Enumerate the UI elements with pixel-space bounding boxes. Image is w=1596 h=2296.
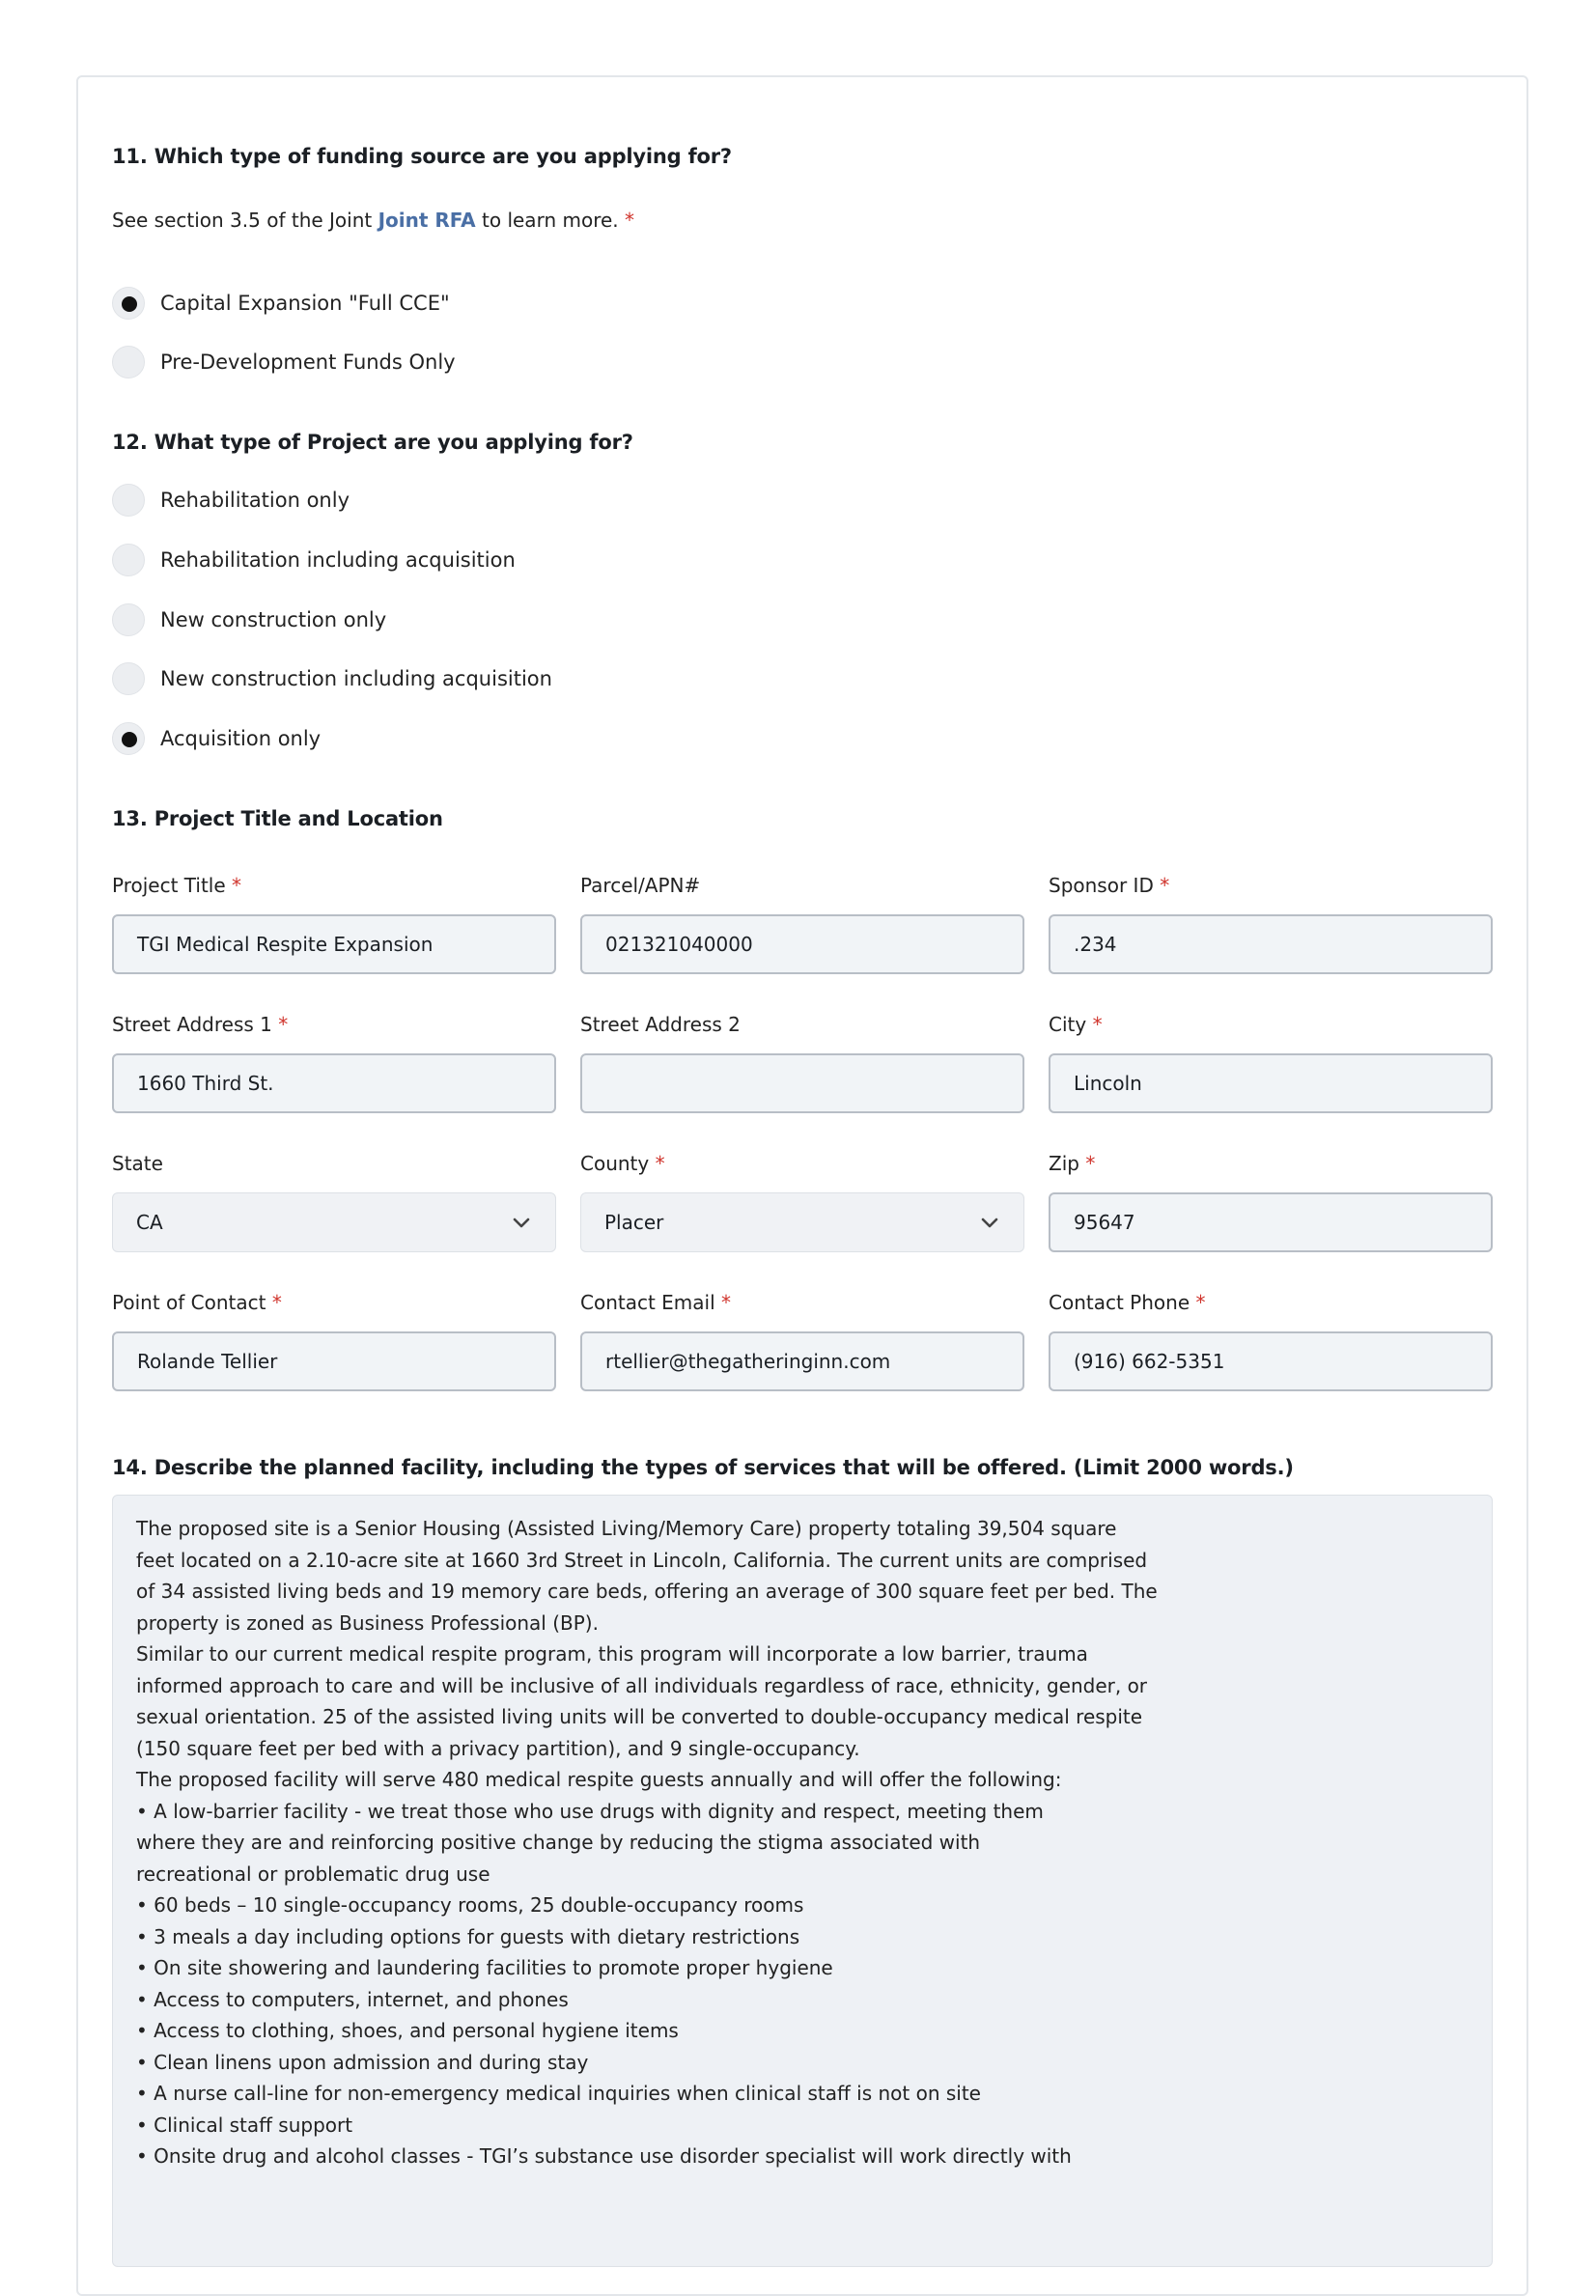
radio-capital-expansion[interactable] (112, 284, 450, 322)
radio-label: New construction only (160, 608, 387, 631)
state-label: State (112, 1152, 163, 1175)
sponsor-id-label: Sponsor ID * (1049, 874, 1170, 897)
radio-rehabilitation-only[interactable] (112, 481, 350, 519)
contact-phone-input[interactable]: (916) 662-5351 (1049, 1331, 1493, 1391)
hint-suffix: to learn more. (475, 209, 619, 232)
contact-phone-label: Contact Phone * (1049, 1291, 1206, 1314)
zip-input[interactable]: 95647 (1049, 1192, 1493, 1252)
street-address-1-label: Street Address 1 * (112, 1013, 289, 1036)
street-address-1-input[interactable]: 1660 Third St. (112, 1053, 556, 1113)
point-of-contact-label: Point of Contact * (112, 1291, 282, 1314)
state-select[interactable] (112, 1192, 556, 1252)
county-select-value: Placer (604, 1211, 664, 1234)
radio-button-checked[interactable] (112, 722, 145, 755)
radio-button[interactable] (112, 603, 145, 636)
city-input[interactable]: Lincoln (1049, 1053, 1493, 1113)
parcel-input[interactable]: 021321040000 (580, 914, 1024, 974)
zip-label: Zip * (1049, 1152, 1096, 1175)
radio-acquisition-only[interactable] (112, 719, 321, 758)
project-title-input[interactable]: TGI Medical Respite Expansion (112, 914, 556, 974)
radio-button[interactable] (112, 484, 145, 517)
project-title-label: Project Title * (112, 874, 242, 897)
radio-pre-development[interactable] (112, 343, 456, 381)
question-14-title: 14. Describe the planned facility, including the types of services that will be offered. (Limit 2000 words.) (112, 1456, 1294, 1479)
radio-button[interactable] (112, 662, 145, 695)
street-address-2-label: Street Address 2 (580, 1013, 741, 1036)
city-label: City * (1049, 1013, 1103, 1036)
parcel-label: Parcel/APN# (580, 874, 701, 897)
radio-new-construction-only[interactable] (112, 601, 386, 639)
radio-label: Acquisition only (160, 727, 322, 750)
radio-button[interactable] (112, 544, 145, 576)
required-mark: * (625, 209, 634, 232)
radio-button[interactable] (112, 346, 145, 378)
question-13-title: 13. Project Title and Location (112, 807, 443, 830)
radio-label: Capital Expansion "Full CCE" (160, 292, 450, 315)
street-address-2-input[interactable] (580, 1053, 1024, 1113)
contact-email-label: Contact Email * (580, 1291, 732, 1314)
radio-button-checked[interactable] (112, 287, 145, 320)
hint-prefix: See section 3.5 of the Joint (112, 209, 378, 232)
joint-rfa-link[interactable]: Joint RFA (378, 209, 476, 232)
county-select[interactable] (580, 1192, 1024, 1252)
county-label: County * (580, 1152, 665, 1175)
point-of-contact-input[interactable]: Rolande Tellier (112, 1331, 556, 1391)
radio-label: Pre-Development Funds Only (160, 350, 456, 374)
question-12-title: 12. What type of Project are you applying for? (112, 431, 633, 454)
radio-label: Rehabilitation only (160, 489, 350, 512)
radio-label: New construction including acquisition (160, 667, 552, 690)
radio-rehabilitation-acquisition[interactable] (112, 541, 516, 579)
chevron-down-icon (511, 1212, 532, 1233)
radio-new-construction-acquisition[interactable] (112, 659, 552, 698)
question-11-title: 11. Which type of funding source are you applying for? (112, 145, 732, 168)
contact-email-input[interactable]: rtellier@thegatheringinn.com (580, 1331, 1024, 1391)
state-select-value: CA (136, 1211, 163, 1234)
question-11-hint (112, 209, 634, 232)
facility-description-textarea[interactable]: The proposed site is a Senior Housing (Assisted Living/Memory Care) property totaling 39,504 square feet located on a 2.10-acre site at 1660 3rd Street in Lincoln, California. The current units are comprised of 34 assisted living beds and 19 memory care beds, offering an average of 300 square feet per bed. The property is zoned as Business Professional (BP). Similar to our current medical respite program, this program will incorporate a low barrier, trauma informed approach to care and will be inclusive of all individuals regardless of race, ethnicity, gender, or sexual orientation. 25 of the assisted living units will be converted to double-occupancy medical respite (150 square feet per bed with a privacy partition), and 9 single-occupancy. The proposed facility will serve 480 medical respite guests annually and will offer the following: • A low-barrier facility - we treat those who use drugs with dignity and respect, meeting them where they are and reinforcing positive change by reducing the stigma associated with recreational or problematic drug use • 60 beds – 10 single-occupancy rooms, 25 double-occupancy rooms • 3 meals a day including options for guests with dietary restrictions • On site showering and laundering facilities to promote proper hygiene • Access to computers, internet, and phones • Access to clothing, shoes, and personal hygiene items • Clean linens upon admission and during stay • A nurse call-line for non-emergency medical inquiries when clinical staff is not on site • Clinical staff support • Onsite drug and alcohol classes - TGI’s substance use disorder specialist will work directly with (112, 1495, 1493, 2267)
radio-label: Rehabilitation including acquisition (160, 548, 516, 572)
sponsor-id-input[interactable]: .234 (1049, 914, 1493, 974)
chevron-down-icon (979, 1212, 1000, 1233)
